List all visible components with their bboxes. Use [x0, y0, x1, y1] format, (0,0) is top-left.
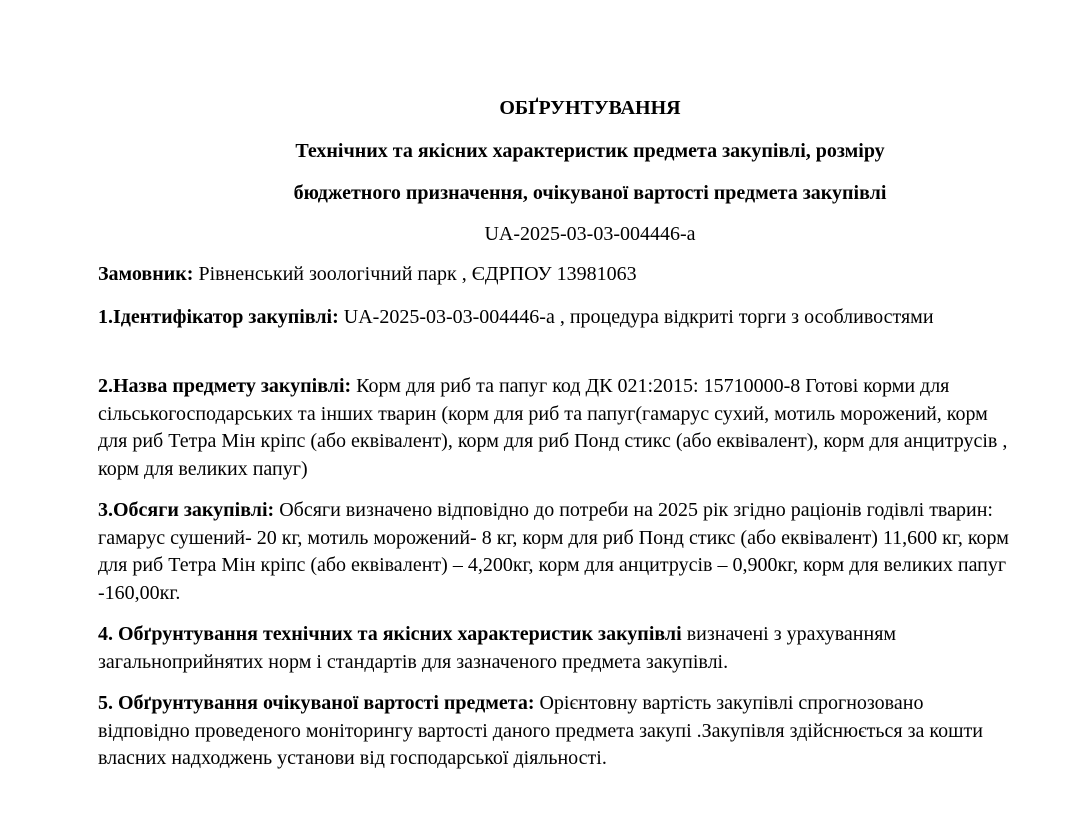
section-2-text: Корм для риб та папуг код ДК 021:2015: 15710000-8 Готові корми для сільськогосподарських та інших тварин (корм для риб та папуг(гамарус сухий, мотиль морожений, корм для риб Тетра Мін кріпс (або еквівалент), корм для риб Понд стикс (або еквівалент), корм для анцитрусів , корм для великих папуг)	[98, 375, 1008, 480]
customer-paragraph	[98, 261, 1013, 289]
section-2-label: 2.Назва предмету закупівлі:	[98, 375, 352, 397]
section-3-paragraph	[98, 497, 1013, 607]
section-4-paragraph	[98, 621, 1013, 676]
section-3-text: Обсяги визначено відповідно до потреби на 2025 рік згідно раціонів годівлі тварин: гамарус сушений- 20 кг, мотиль морожений- 8 кг, корм для риб Понд стикс (або еквівалент) 11,600 кг, корм для риб Тетра Мін кріпс (або еквівалент) – 4,200кг, корм для анцитрусів – 0,900кг, корм для великих папуг -160,00кг.	[98, 499, 1009, 604]
customer-text: Рівненський зоологічний парк , ЄДРПОУ 13981063	[193, 263, 637, 285]
section-3-label: 3.Обсяги закупівлі:	[98, 499, 275, 521]
procurement-code: UA-2025-03-03-004446-a	[484, 223, 696, 245]
section-1-text: UA-2025-03-03-004446-a , процедура відкриті торги з особливостями	[338, 306, 934, 328]
section-2-paragraph	[98, 373, 1013, 483]
section-5-paragraph	[98, 690, 1013, 773]
section-1-paragraph	[98, 304, 1013, 332]
document-subtitle-line2: бюджетного призначення, очікуваної вартості предмета закупівлі	[293, 182, 887, 204]
document-subtitle-line1: Технічних та якісних характеристик предмета закупівлі, розміру	[295, 140, 885, 162]
section-4-label: 4. Обґрунтування технічних та якісних характеристик закупівлі	[98, 623, 682, 645]
section-4-text: визначені з урахуванням загальноприйнятих норм і стандартів для зазначеного предмета закупівлі.	[98, 623, 897, 673]
section-5-text: Орієнтовну вартість закупівлі спрогнозовано відповідно проведеного моніторингу вартості даного предмета закупі .Закупівля здійснюється за кошти власних надходжень установи від господарської діяльності.	[98, 692, 983, 769]
customer-label: Замовник:	[98, 263, 194, 285]
document-title: ОБҐРУНТУВАННЯ	[499, 97, 681, 119]
section-5-label: 5. Обґрунтування очікуваної вартості предмета:	[98, 692, 535, 714]
section-1-label: 1.Ідентифікатор закупівлі:	[98, 306, 339, 328]
